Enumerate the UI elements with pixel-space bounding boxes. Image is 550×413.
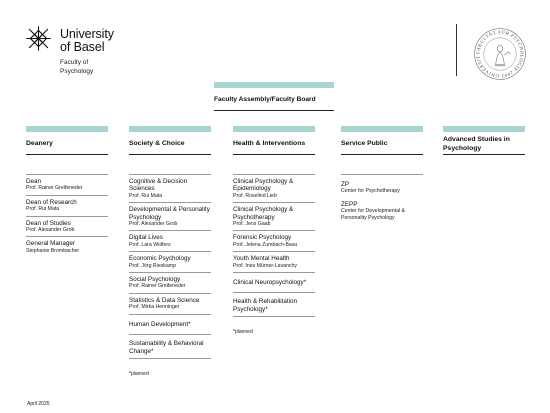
column-items xyxy=(233,174,315,317)
accent-bar xyxy=(129,126,211,132)
item-title: Digital Lives xyxy=(129,234,163,242)
accent-bar xyxy=(26,126,108,132)
list-item xyxy=(233,174,315,203)
list-item xyxy=(341,198,423,224)
list-item xyxy=(26,217,108,238)
list-item xyxy=(341,174,423,198)
item-title: ZEPP xyxy=(341,200,358,208)
item-title: Youth Mental Health xyxy=(233,255,290,263)
list-item xyxy=(233,293,315,317)
item-person: Prof. Alexander Grob xyxy=(26,227,75,234)
column-title: Service Public xyxy=(341,135,423,155)
seal-divider xyxy=(456,24,457,76)
item-title: Social Psychology xyxy=(129,276,181,284)
item-person: Prof. Rainer Greifeneder xyxy=(26,185,83,192)
item-title: Clinical Psychology & Epidemiology xyxy=(233,178,294,193)
column-title: Health & Interventions xyxy=(233,135,315,155)
item-title: Sustainability & Behavioral Change* xyxy=(129,340,204,355)
list-item xyxy=(129,335,211,359)
column-service-public xyxy=(341,126,423,224)
column-health-interventions xyxy=(233,126,315,335)
list-item xyxy=(129,174,211,203)
column-deanery xyxy=(26,126,108,257)
item-title: Dean of Studies xyxy=(26,219,71,227)
item-title: Developmental & Personality Psychology xyxy=(129,206,210,221)
list-item xyxy=(129,294,211,315)
accent-bar xyxy=(341,126,423,132)
list-item xyxy=(129,252,211,273)
footnote-planned: *planned xyxy=(129,370,149,377)
faculty-seal-icon xyxy=(473,27,527,81)
accent-bar xyxy=(233,126,315,132)
accent-bar xyxy=(443,126,525,132)
item-person: Prof. Ines Mürner-Lavanchy xyxy=(233,262,298,269)
list-item xyxy=(233,203,315,231)
item-title: Human Development* xyxy=(129,320,191,328)
item-person: Prof. Lara Wolfers xyxy=(129,241,171,248)
item-person: Stephanie Brombacher xyxy=(26,247,80,254)
faculty-assembly-box xyxy=(214,82,334,111)
item-title: General Manager xyxy=(26,240,76,248)
footer-date: April 2025 xyxy=(27,401,50,407)
item-title: ZP xyxy=(341,181,350,188)
item-person: Prof. Rui Mata xyxy=(129,192,163,199)
column-society-choice xyxy=(129,126,211,377)
svg-text:FAKULTÄT FÜR PSYCHOLOGIE 2003: FAKULTÄT FÜR PSYCHOLOGIE 2003 UNIVERSIT xyxy=(475,29,525,79)
column-items xyxy=(129,174,211,359)
list-item xyxy=(26,237,108,257)
list-item xyxy=(233,231,315,252)
item-title: Clinical Neuropsychology* xyxy=(233,279,307,287)
faculty-assembly-label: Faculty Assembly/Faculty Board xyxy=(214,96,334,111)
item-person: Prof. Jörg Rieskamp xyxy=(129,262,176,269)
list-item xyxy=(26,174,108,196)
item-title: Health & Rehabilitation Psychology* xyxy=(233,298,298,313)
footnote-planned: *planned xyxy=(233,329,253,336)
column-items xyxy=(341,174,423,224)
list-item xyxy=(233,273,315,293)
list-item xyxy=(26,196,108,217)
item-person: Prof. Roselind Lieb xyxy=(233,192,277,199)
item-person: Prof. Mirka Henninger xyxy=(129,304,180,311)
list-item xyxy=(233,252,315,273)
item-title: Clinical Psychology & Psychotherapy xyxy=(233,206,294,221)
item-title: Economic Psychology xyxy=(129,255,191,263)
item-person: Center for Developmental & Personality Psychology xyxy=(341,208,406,221)
item-person: Prof. Alexander Grob xyxy=(129,221,178,228)
item-person: Prof. Rainer Greifeneder xyxy=(129,283,186,290)
item-person: Center for Psychotherapy xyxy=(341,188,400,195)
faculty-name: Faculty of Psychology xyxy=(60,59,94,75)
list-item xyxy=(129,273,211,294)
item-title: Statistics & Data Science xyxy=(129,296,200,304)
column-advanced-studies xyxy=(443,126,525,155)
university-name: University of Basel xyxy=(60,27,114,54)
column-title: Society & Choice xyxy=(129,135,211,155)
item-title: Cognitive & Decision Sciences xyxy=(129,178,188,193)
list-item xyxy=(129,231,211,252)
item-title: Forensic Psychology xyxy=(233,234,292,242)
list-item xyxy=(129,315,211,335)
item-person: Prof. Rui Mata xyxy=(26,206,60,213)
item-person: Prof. Jelena Zumbach-Basu xyxy=(233,241,298,248)
item-title: Dean xyxy=(26,178,42,185)
column-items xyxy=(26,174,108,257)
accent-bar xyxy=(214,82,334,88)
list-item xyxy=(129,203,211,231)
item-person: Prof. Jens Gaab xyxy=(233,221,271,228)
column-title: Deanery xyxy=(26,135,108,155)
item-title: Dean of Research xyxy=(26,198,77,206)
column-title: Advanced Studies in Psychology xyxy=(443,135,525,155)
university-logo-icon xyxy=(25,25,52,52)
